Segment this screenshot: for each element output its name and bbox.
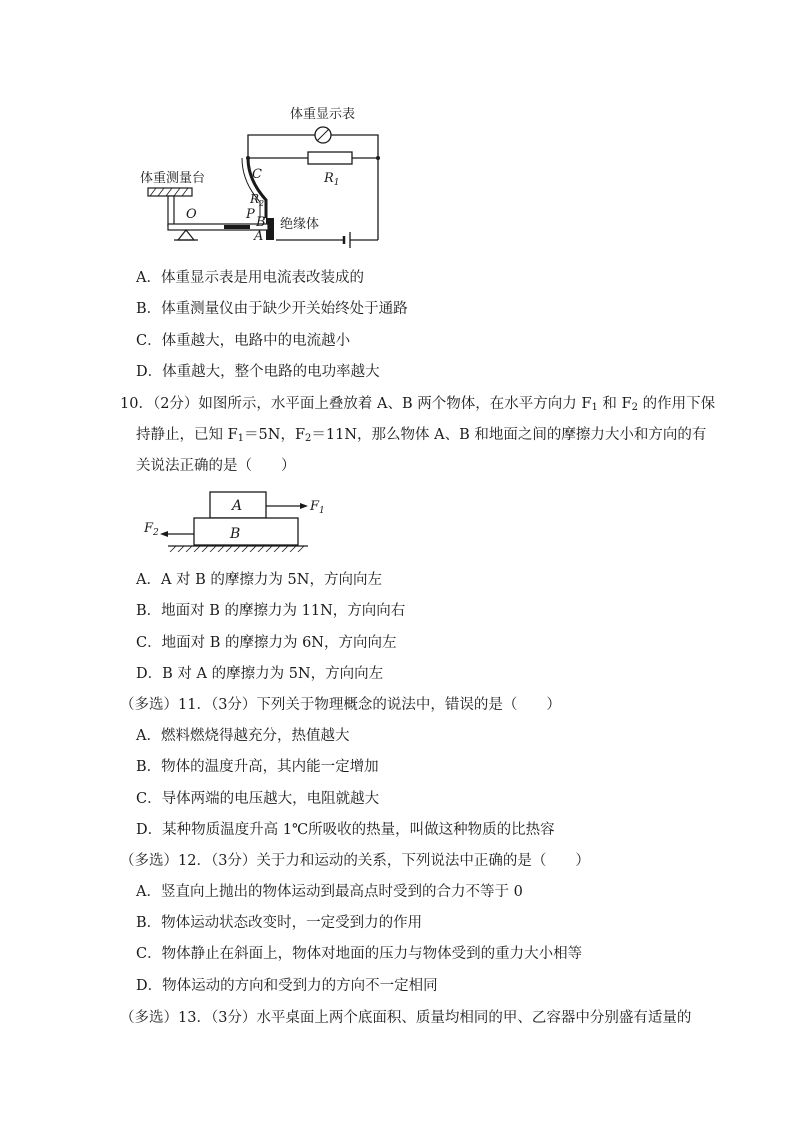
q11-stem: （多选）11．（3分）下列关于物理概念的说法中，错误的是（ ） — [120, 697, 561, 713]
lever-arm — [168, 224, 268, 230]
q10-stem-line1: 10．（2分）如图所示，水平面上叠放着 A、B 两个物体，在水平方向力 $F_1$ 和 $F_2$ 的作用下保 — [120, 396, 716, 413]
svg-text:B: B — [256, 215, 266, 230]
svg-text:P: P — [246, 207, 255, 222]
q9-option-c: C．体重越大，电路中的电流越小 — [136, 333, 351, 349]
insulator-label: 绝缘体 — [280, 217, 320, 232]
q12-stem: （多选）12．（3分）关于力和运动的关系，下列说法中正确的是（ ） — [120, 853, 590, 869]
svg-text:F2: $F_2$ — [144, 521, 159, 538]
q11-option-c: C．导体两端的电压越大，电阻就越大 — [136, 791, 380, 807]
q10-option-c: C．地面对 B 的摩擦力为 6N，方向向左 — [136, 635, 397, 651]
q9-option-a: A．体重显示表是用电流表改装成的 — [136, 270, 364, 286]
svg-text:F1: $F_1$ — [310, 499, 325, 516]
q9-option-d: D．体重越大，整个电路的电功率越大 — [136, 364, 380, 380]
svg-text:C: C — [252, 167, 262, 182]
q11-option-a: A．燃料燃烧得越充分，热值越大 — [136, 728, 350, 744]
q10-option-d: D．B 对 A 的摩擦力为 5N，方向向左 — [136, 666, 384, 682]
svg-text:A: A — [254, 229, 264, 244]
q12-option-b: B．物体运动状态改变时，一定受到力的作用 — [136, 915, 423, 931]
q12-option-d: D．物体运动的方向和受到力的方向不一定相同 — [136, 978, 438, 994]
q11-option-b: B．物体的温度升高，其内能一定增加 — [136, 759, 379, 775]
svg-text:R2: $R_2$ — [250, 192, 265, 208]
pivot-icon — [178, 230, 194, 240]
q12-option-c: C．物体静止在斜面上，物体对地面的压力与物体受到的重力大小相等 — [136, 946, 583, 962]
meter-label: 体重显示表 — [290, 107, 356, 122]
q11-option-d: D．某种物质温度升高 1℃所吸收的热量，叫做这种物质的比热容 — [136, 822, 555, 838]
svg-text:B: B — [230, 526, 241, 542]
svg-text:O: O — [186, 207, 197, 222]
q10-option-b: B．地面对 B 的摩擦力为 11N，方向向右 — [136, 603, 406, 619]
q10-option-a: A．A 对 B 的摩擦力为 5N，方向向左 — [136, 572, 382, 588]
q12-option-a: A．竖直向上抛出的物体运动到最高点时受到的合力不等于 0 — [136, 884, 523, 900]
svg-text:R1: $R_1$ — [324, 171, 340, 188]
weight-scale-circuit-diagram — [138, 100, 398, 250]
q9-option-b: B．体重测量仪由于缺少开关始终处于通路 — [136, 301, 408, 317]
platform-label: 体重测量台 — [140, 171, 206, 186]
q10-stem-line3: 关说法正确的是（ ） — [136, 458, 296, 474]
q13-stem: （多选）13．（3分）水平桌面上两个底面积、质量均相同的甲、乙容器中分别盛有适量的 — [120, 1010, 692, 1026]
q10-stem-line2: 持静止，已知 $F_1=5N$，$F_2=11N$，那么物体 A、B 和地面之间的摩擦力大小和方向的有 — [136, 427, 707, 444]
stacked-blocks-diagram — [140, 486, 340, 558]
svg-text:A: A — [232, 498, 243, 514]
block-b — [194, 518, 298, 545]
resistor-r1 — [308, 152, 352, 164]
